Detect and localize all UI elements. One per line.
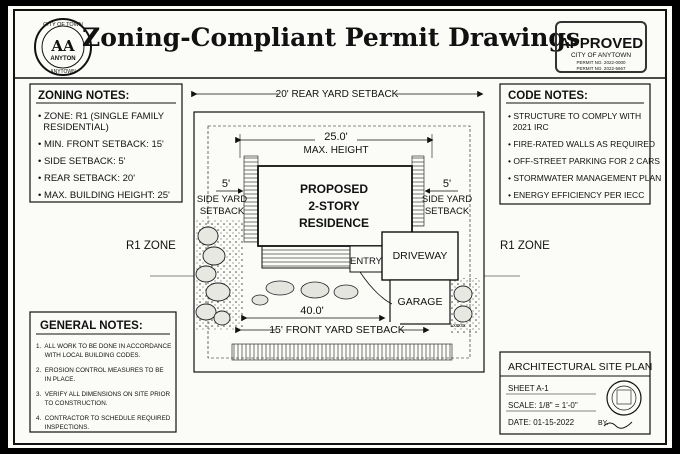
drawing-scale: SCALE: 1/8" = 1'-0" <box>508 401 578 410</box>
zoning-notes-item-5-line-1: • MAX. BUILDING HEIGHT: 25' <box>38 190 170 201</box>
title-block-title: ARCHITECTURAL SITE PLAN <box>508 361 653 373</box>
general-notes-item-1-line-1: 1. ALL WORK TO BE DONE IN ACCORDANCE <box>36 343 172 350</box>
stamp-word: APPROVED <box>558 35 644 52</box>
side-yard-right-hatch <box>412 156 424 226</box>
residence-label-1: PROPOSED <box>299 182 369 196</box>
zoning-notes-item-2-line-1: • MIN. FRONT SETBACK: 15' <box>38 139 164 150</box>
sheet-number: SHEET A-1 <box>508 384 549 393</box>
code-notes-item-4-line-1: • STORMWATER MANAGEMENT PLAN <box>508 173 662 183</box>
side-left-dim: 5' <box>221 178 231 190</box>
code-notes-item-2-line-1: • FIRE-RATED WALLS AS REQUIRED <box>508 139 656 149</box>
stamp-line2: PERMIT NO. 2022-0000 <box>576 60 626 65</box>
residence-label-2: 2-STORY <box>308 199 360 213</box>
seal-top-text: CITY OF TOWN <box>43 22 83 28</box>
general-notes-item-4-line-1: 4. CONTRACTOR TO SCHEDULE REQUIRED <box>36 415 171 422</box>
seal-bottom-text: ANYTOWN <box>50 69 76 75</box>
front-setback-label: 15' FRONT YARD SETBACK <box>269 324 405 336</box>
zoning-notes-box <box>30 84 182 202</box>
title-block <box>500 352 652 434</box>
rear-setback-label: 20' REAR YARD SETBACK <box>275 89 399 100</box>
side-right-label-2: SETBACK <box>424 206 470 217</box>
stamp-line3: PERMIT NO. 2022-5667 <box>576 66 626 71</box>
drawing-date: DATE: 01-15-2022 <box>508 418 575 427</box>
general-notes-item-3-line-1: 3. VERIFY ALL DIMENSIONS ON SITE PRIOR <box>36 391 171 398</box>
code-notes-item-1-line-2: 2021 IRC <box>508 122 549 132</box>
side-left-label-1: SIDE YARD <box>196 194 248 205</box>
general-notes-item-3-line-2: TO CONSTRUCTION. <box>36 400 108 407</box>
entry-label: ENTRY <box>349 256 383 267</box>
general-notes-item-4-line-2: INSPECTIONS. <box>36 424 90 431</box>
code-notes-item-3-line-1: • OFF-STREET PARKING FOR 2 CARS <box>508 156 660 166</box>
max-height-label: MAX. HEIGHT <box>303 145 369 156</box>
code-notes-item-1-line-1: • STRUCTURE TO COMPLY WITH <box>508 111 642 121</box>
general-notes-item-2-line-2: IN PLACE. <box>36 376 76 383</box>
general-notes-item-2-line-1: 2. EROSION CONTROL MEASURES TO BE <box>36 367 164 374</box>
side-left-label-2: SETBACK <box>199 206 245 217</box>
garage-label: GARAGE <box>397 296 443 308</box>
general-notes-item-1-line-2: WITH LOCAL BUILDING CODES. <box>36 352 141 359</box>
code-notes-item-5-line-1: • ENERGY EFFICIENCY PER IECC <box>508 190 645 200</box>
zoning-notes-item-4-line-1: • REAR SETBACK: 20' <box>38 173 136 184</box>
zoning-notes-item-1-line-1: • ZONE: R1 (SINGLE FAMILY <box>38 111 165 122</box>
zone-right-label: R1 ZONE <box>500 240 550 252</box>
code-notes-box <box>500 84 661 204</box>
drawn-by: BY. <box>598 420 609 427</box>
building-width-dim: 25.0' <box>324 131 348 143</box>
general-notes-box <box>30 312 176 432</box>
zoning-notes-item-1-line-2: RESIDENTIAL) <box>38 122 109 133</box>
stamp-line1: CITY OF ANYTOWN <box>570 52 632 59</box>
seal-name: ANYTON <box>50 56 76 62</box>
general-notes-title: GENERAL NOTES: <box>40 320 143 332</box>
side-right-dim: 5' <box>442 178 452 190</box>
lot-width-dim: 40.0' <box>300 305 324 317</box>
zoning-notes-title: ZONING NOTES: <box>38 90 130 102</box>
code-notes-title: CODE NOTES: <box>508 90 588 102</box>
driveway-label: DRIVEWAY <box>392 250 448 262</box>
zone-left-label: R1 ZONE <box>126 240 176 252</box>
small-note: Lxxxxx <box>450 323 466 329</box>
side-right-label-1: SIDE YARD <box>421 194 473 205</box>
residence-label-3: RESIDENCE <box>298 216 370 230</box>
seal-initials: AA <box>51 37 75 55</box>
zoning-notes-item-3-line-1: • SIDE SETBACK: 5' <box>38 156 126 167</box>
page-title: Zoning-Compliant Permit Drawings <box>82 23 580 52</box>
